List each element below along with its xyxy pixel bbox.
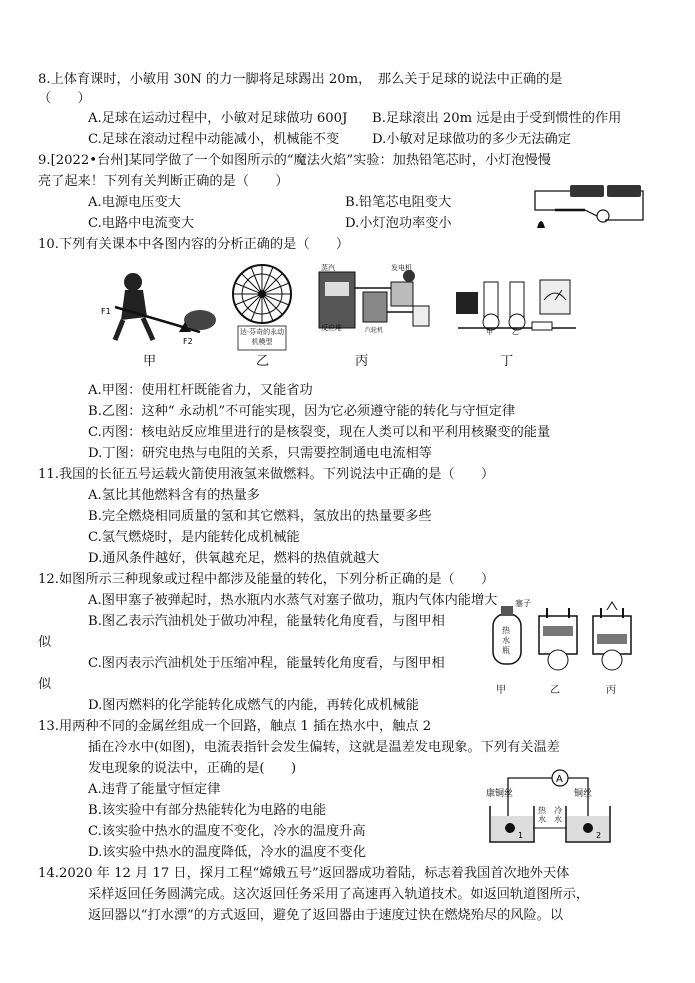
ammeter-label: A bbox=[556, 774, 563, 785]
q11-option-d: D.通风条件越好，供氧越充足，燃料的热值就越大 bbox=[88, 551, 380, 566]
q9-option-d: D.小灯泡功率变小 bbox=[345, 216, 452, 231]
q9-stem-line1: 9.[2022•台州]某同学做了一个如图所示的“魔法火焰”实验：加热铅笔芯时，小灯泡慢慢 bbox=[38, 153, 551, 168]
q10-option-d: D.丁图：研究电热与电阻的关系，只需要控制通电电流相等 bbox=[88, 446, 432, 461]
q10-stem: 10.下列有关课本中各图内容的分析正确的是（ ） bbox=[38, 237, 350, 252]
battery-icon bbox=[570, 185, 604, 197]
q10-option-c: C.丙图：核电站反应堆里进行的是核裂变，现在人类可以和平利用核聚变的能量 bbox=[88, 425, 551, 440]
reactor-label: 反应堆 bbox=[321, 324, 342, 332]
q10-option-b: B.乙图：这种“ 永动机”不可能实现，因为它必须遵守能的转化与守恒定律 bbox=[88, 404, 516, 419]
point2-label: 2 bbox=[596, 831, 602, 840]
q12-option-b-line1: B.图乙表示汽油机处于做功冲程，能量转化角度看，与图甲相 bbox=[88, 614, 445, 629]
flask-yi-label: 乙 bbox=[512, 328, 519, 336]
q12-label-yi: 乙 bbox=[550, 685, 560, 696]
q10-option-a: A.甲图：使用杠杆既能省力，又能省功 bbox=[88, 383, 313, 398]
q8-option-c: C.足球在滚动过程中动能减小，机械能不变 bbox=[88, 132, 340, 147]
bulb-icon bbox=[597, 210, 609, 222]
q11-option-b: B.完全燃烧相同质量的氢和其它燃料，氢放出的热量要多些 bbox=[88, 509, 432, 524]
force-f2-label: F2 bbox=[183, 337, 193, 346]
q14-line1: 14.2020 年 12 月 17 日，探月工程“嫦娥五号”返回器成功着陆，标志着我国首次地外天体 bbox=[38, 866, 570, 881]
plug-label: 塞子 bbox=[515, 599, 531, 608]
q10-figure-nuclear bbox=[313, 262, 433, 334]
q12-label-bing: 丙 bbox=[606, 685, 616, 696]
q12-option-c-line1: C.图丙表示汽油机处于压缩冲程，能量转化角度看，与图甲相 bbox=[88, 656, 445, 671]
q10-fig-label-yi: 乙 bbox=[256, 354, 270, 369]
q9-circuit-figure bbox=[525, 180, 645, 232]
engine-yi-icon bbox=[539, 608, 577, 670]
cold-water-label: 冷水 bbox=[554, 806, 562, 824]
q10-fig-label-jia: 甲 bbox=[143, 354, 157, 369]
turbine-label: 汽轮机 bbox=[365, 327, 384, 334]
q11-stem: 11.我国的长征五号运载火箭使用液氢来做燃料。下列说法中正确的是（ ） bbox=[38, 467, 495, 482]
battery-icon-2 bbox=[607, 185, 641, 197]
plug-icon bbox=[501, 606, 513, 616]
q9-option-a: A.电源电压变大 bbox=[88, 195, 181, 210]
q8-paren: （ ） bbox=[38, 91, 91, 106]
q14-line2: 采样返回任务圆满完成。这次返回任务采用了高速再入轨道技术。如返回轨道图所示， bbox=[88, 887, 590, 902]
q11-option-a: A.氢比其他燃料含有的热量多 bbox=[88, 488, 260, 503]
q12-figure bbox=[485, 598, 640, 682]
force-f1-label: F1 bbox=[101, 307, 111, 316]
q13-stem-line3: 发电现象的说法中，正确的是( ) bbox=[88, 761, 297, 776]
q9-stem-line2: 亮了起来！下列有关判断正确的是（ ） bbox=[38, 174, 289, 189]
steam-label: 蒸汽 bbox=[321, 264, 335, 272]
flame-icon bbox=[537, 221, 545, 228]
q9-option-c: C.电路中电流变大 bbox=[88, 216, 195, 231]
q10-fig-label-ding: 丁 bbox=[500, 354, 514, 369]
q8-option-b: B.足球滚出 20m 远是由于受到惯性的作用 bbox=[372, 111, 622, 126]
motor-caption: 达·芬奇的永动机模型 bbox=[239, 328, 285, 346]
q12-option-c-line2: 似 bbox=[38, 677, 52, 692]
q8-stem: 8.上体育课时，小敏用 30N 的力一脚将足球踢出 20m， 那么关于足球的说法中正确的是 bbox=[38, 72, 563, 87]
ammeter-icon bbox=[540, 280, 570, 314]
q14-line3: 返回器以“打水漂”的方式返回，避免了返回器由于速度过快在燃烧殆尽的风险。以 bbox=[88, 908, 564, 923]
q13-option-a: A.违背了能量守恒定律 bbox=[88, 782, 221, 797]
q9-option-b: B.铅笔芯电阻变大 bbox=[345, 195, 452, 210]
rock-icon bbox=[184, 310, 216, 330]
q13-stem-line1: 13.用两种不同的金属丝组成一个回路，触点 1 插在热水中，触点 2 bbox=[38, 719, 432, 734]
reactor-icon bbox=[319, 272, 355, 328]
q13-option-d: D.该实验中热水的温度降低，冷水的温度不变化 bbox=[88, 845, 367, 860]
worker-head-icon bbox=[124, 273, 142, 291]
q13-option-b: B.该实验中有部分热能转化为电路的电能 bbox=[88, 803, 327, 818]
q12-stem: 12.如图所示三种现象或过程中都涉及能量的转化，下列分析正确的是（ ） bbox=[38, 572, 495, 587]
generator-label: 发电机 bbox=[391, 264, 412, 272]
wire1-label: 康铜丝 bbox=[486, 789, 514, 799]
flask-jia-label: 甲 bbox=[486, 328, 493, 336]
q10-fig-label-bing: 丙 bbox=[355, 354, 369, 369]
q10-figure-heating bbox=[452, 278, 582, 336]
engine-bing-icon bbox=[593, 602, 631, 670]
point1-label: 1 bbox=[518, 831, 524, 840]
wire2-label: 铜丝 bbox=[574, 789, 593, 799]
q12-option-d: D.图丙燃料的化学能转化成燃气的内能，再转化成机械能 bbox=[88, 698, 419, 713]
q12-label-jia: 甲 bbox=[496, 685, 506, 696]
q8-option-d: D.小敏对足球做功的多少无法确定 bbox=[372, 132, 571, 147]
q12-option-a: A.图甲塞子被弹起时，热水瓶内水蒸气对塞子做功，瓶内气体内能增大 bbox=[88, 593, 498, 608]
q13-stem-line2: 插在冷水中(如图)，电流表指针会发生偏转，这就是温差发电现象。下列有关温差 bbox=[88, 740, 560, 755]
turbine-icon bbox=[391, 282, 413, 306]
q10-figure-lever bbox=[95, 262, 220, 347]
q13-option-c: C.该实验中热水的温度不变化，冷水的温度升高 bbox=[88, 824, 366, 839]
q13-thermocouple-figure bbox=[478, 768, 638, 846]
thermos-label: 热水瓶 bbox=[502, 626, 510, 655]
q11-option-c: C.氢气燃烧时，是内能转化成机械能 bbox=[88, 530, 300, 545]
q12-option-b-line2: 似 bbox=[38, 635, 52, 650]
q10-figure-wheel bbox=[228, 262, 296, 352]
hot-water-label: 热水 bbox=[538, 806, 546, 824]
power-supply-icon bbox=[456, 292, 478, 314]
q8-option-a: A.足球在运动过程中，小敏对足球做功 600J bbox=[88, 111, 348, 126]
